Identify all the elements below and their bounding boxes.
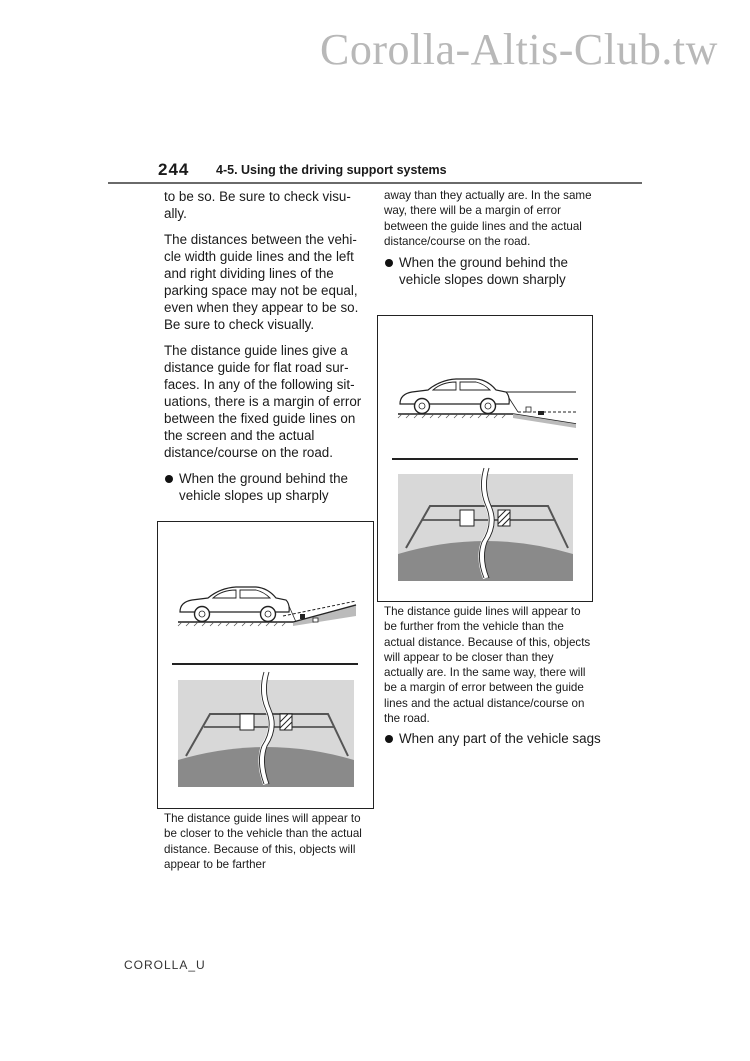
object-box-icon xyxy=(240,714,254,730)
caption-slopes-up: The distance guide lines will appear to be closer to the vehicle than the actual distance. Because of this, objects will appear to be farther xyxy=(164,812,362,871)
bullet-dot-icon xyxy=(165,475,173,483)
left-column xyxy=(164,188,370,513)
section-title: 4-5. Using the driving support systems xyxy=(216,163,447,177)
footer-model-code: COROLLA_U xyxy=(124,958,206,972)
illustration-slopes-up xyxy=(158,522,373,808)
marker-box-icon xyxy=(538,411,544,415)
bullet-text: When the ground behind the vehicle slopes down sharply xyxy=(399,255,568,288)
watermark: Corolla-Altis-Club.tw xyxy=(320,25,718,74)
bullet-slopes-down xyxy=(384,254,592,288)
bullet-vehicle-sags xyxy=(384,730,607,747)
bullet-dot-icon xyxy=(385,259,393,267)
marker-box-icon xyxy=(300,614,305,619)
paragraph-width-guide-lines: The distances between the vehi-cle width guide lines and the left and right dividing lines of the parking space may not be equal, even when they appear to be so. Be sure to check visually. xyxy=(164,232,359,332)
paragraph-continued: away than they actually are. In the same way, there will be a margin of error between the guide lines and the actual distance/course on the road. xyxy=(384,189,592,248)
page-number: 244 xyxy=(158,160,190,179)
bullet-slopes-up xyxy=(164,470,370,504)
bullet-text: When any part of the vehicle sags xyxy=(399,731,601,746)
slope-fill xyxy=(513,414,576,428)
object-box-icon xyxy=(460,510,474,526)
figure-slopes-up xyxy=(157,521,374,809)
car-icon xyxy=(180,587,296,622)
figure-slopes-down xyxy=(377,315,593,602)
illustration-slopes-down xyxy=(378,316,592,601)
bullet-dot-icon xyxy=(385,735,393,743)
car-icon xyxy=(400,379,518,414)
bullet-text: When the ground behind the vehicle slopes up sharply xyxy=(179,471,348,503)
caption-slopes-down: The distance guide lines will appear to be further from the vehicle than the actual distance. Because of this, objects will appear to be closer than they actually are. In the same way, there will be a margin of error between the guide lines and the actual distance/course on the road. xyxy=(384,605,591,726)
marker-box-icon xyxy=(526,407,531,412)
marker-box-icon xyxy=(313,618,318,622)
right-column xyxy=(384,188,592,297)
paragraph-distance-guide-lines: The distance guide lines give a distance guide for flat road sur-faces. In any of the following sit-uations, there is a margin of error between the fixed guide lines on the screen and the actual distance/course on the road. xyxy=(164,343,362,460)
page-header xyxy=(108,160,642,186)
header-rule xyxy=(108,182,642,184)
paragraph-check-visually: to be so. Be sure to check visu-ally. xyxy=(164,189,351,221)
